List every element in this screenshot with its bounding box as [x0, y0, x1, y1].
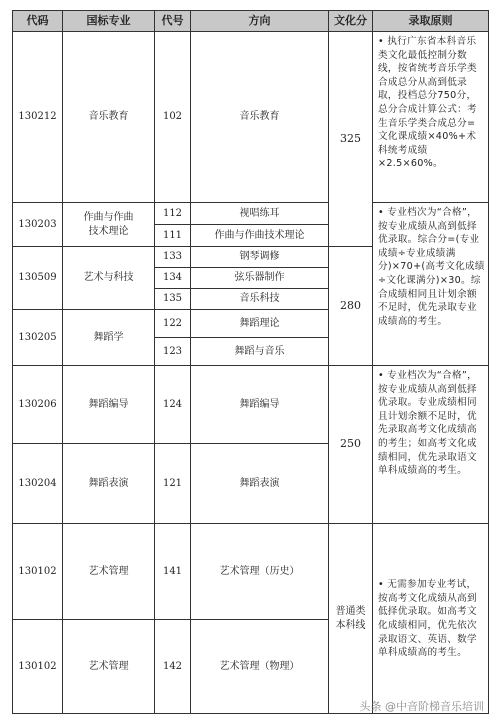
direction-code: 135 [155, 289, 191, 310]
direction-name: 舞蹈表演 [191, 444, 329, 524]
watermark-text: 头条 @中音阶梯音乐培训 [359, 700, 484, 713]
direction-code: 121 [155, 444, 191, 524]
culture-score: 普通类 本科线 [329, 524, 373, 714]
direction-code: 123 [155, 338, 191, 366]
direction-code: 112 [155, 203, 191, 225]
admission-rule: • 专业档次为“合格”，按专业成绩从高到低择优录取。综合分=(专业成绩÷专业成绩满分)×70+(高考文化成绩÷文化课满分)×30。综合成绩相同且计划余额不足时，优先录取专业成绩高的考生。 [373, 203, 489, 366]
major-name: 艺术管理 [63, 620, 155, 714]
direction-name: 艺术管理（历史） [191, 524, 329, 620]
admission-rule: • 执行广东省本科音乐类文化最低控制分数线，按省统考音乐学类合成总分从高到低录取，投档总分750分，总分合成计算公式：考生音乐学类合成总分=文化课成绩×40%+术科统考成绩×2.5×60%。 [373, 32, 489, 203]
header-direction: 方向 [191, 11, 329, 32]
culture-score: 325 [329, 32, 373, 247]
major-name: 舞蹈编导 [63, 366, 155, 444]
major-name: 艺术管理 [63, 524, 155, 620]
culture-score: 280 [329, 247, 373, 366]
major-code: 130206 [13, 366, 63, 444]
header-major: 国标专业 [63, 11, 155, 32]
major-name: 舞蹈表演 [63, 444, 155, 524]
direction-name: 弦乐器制作 [191, 268, 329, 289]
header-sub-code: 代号 [155, 11, 191, 32]
table-row [13, 366, 489, 444]
direction-name: 艺术管理（物理） [191, 620, 329, 714]
table-row [13, 32, 489, 203]
direction-code: 124 [155, 366, 191, 444]
direction-code: 134 [155, 268, 191, 289]
major-name: 作曲与作曲 技术理论 [63, 203, 155, 247]
admission-rule: • 专业档次为“合格”，按专业成绩从高到低择优录取。专业成绩相同且计划余额不足时，优先录取高考文化成绩高的考生；如高考文化成绩相同，优先录取语文单科成绩高的考生。 [373, 366, 489, 524]
table-row [13, 524, 489, 620]
major-name: 音乐教育 [63, 32, 155, 203]
admission-rule: • 无需参加专业考试，按高考文化成绩从高到低择优录取。如高考文化成绩相同，优先依次录取语文、英语、数学单科成绩高的考生。 [373, 524, 489, 714]
direction-code: 111 [155, 225, 191, 247]
direction-code: 133 [155, 247, 191, 268]
direction-name: 钢琴调修 [191, 247, 329, 268]
direction-code: 141 [155, 524, 191, 620]
direction-code: 102 [155, 32, 191, 203]
major-name: 艺术与科技 [63, 247, 155, 310]
direction-name: 音乐科技 [191, 289, 329, 310]
direction-name: 音乐教育 [191, 32, 329, 203]
major-code: 130509 [13, 247, 63, 310]
table-header-row [13, 11, 489, 32]
direction-code: 122 [155, 310, 191, 338]
header-culture-score: 文化分 [329, 11, 373, 32]
direction-code: 142 [155, 620, 191, 714]
table-row [13, 203, 489, 225]
direction-name: 舞蹈理论 [191, 310, 329, 338]
header-code: 代码 [13, 11, 63, 32]
direction-name: 舞蹈与音乐 [191, 338, 329, 366]
major-code: 130203 [13, 203, 63, 247]
culture-score: 250 [329, 366, 373, 524]
header-admission: 录取原则 [373, 11, 489, 32]
direction-name: 视唱练耳 [191, 203, 329, 225]
admission-table [12, 10, 489, 714]
direction-name: 舞蹈编导 [191, 366, 329, 444]
major-code: 130102 [13, 620, 63, 714]
major-code: 130102 [13, 524, 63, 620]
major-code: 130212 [13, 32, 63, 203]
major-code: 130205 [13, 310, 63, 366]
major-code: 130204 [13, 444, 63, 524]
major-name: 舞蹈学 [63, 310, 155, 366]
direction-name: 作曲与作曲技术理论 [191, 225, 329, 247]
